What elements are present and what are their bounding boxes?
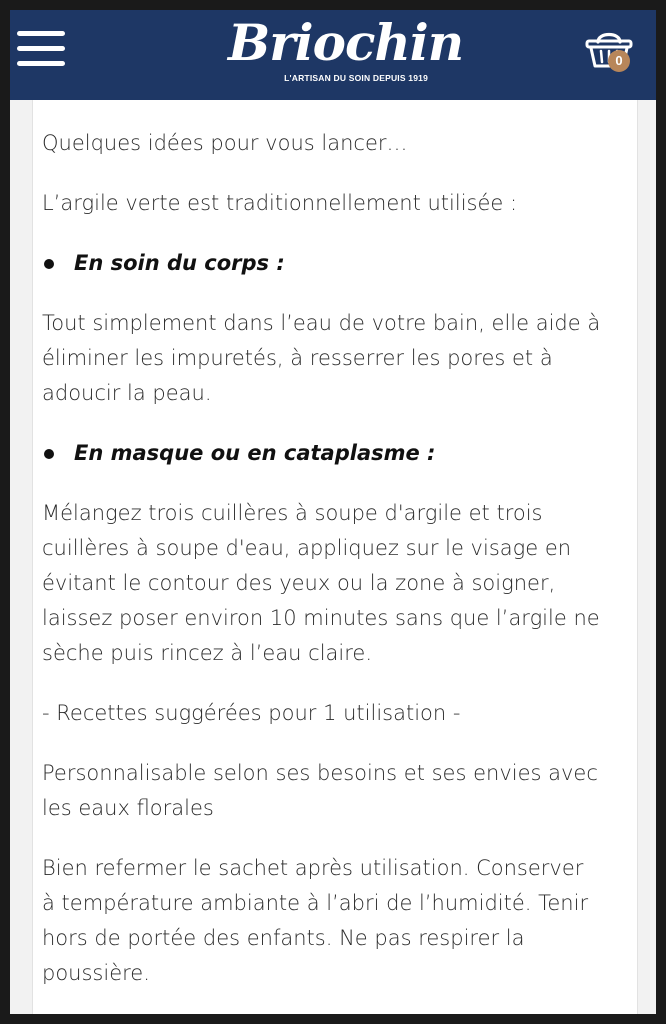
brand-tagline: L'ARTISAN DU SOIN DEPUIS 1919 <box>284 73 428 83</box>
brand-logo[interactable] <box>228 13 464 96</box>
bullet-dot <box>44 259 54 269</box>
section-text-mask: Mélangez trois cuillères à soupe d'argile et trois cuillères à soupe d'eau, appliquez sur le visage en évitant le contour des yeux ou la zone à soigner, laissez poser environ 10 minutes sans que l’argile ne sèche puis rincez à l’eau claire. <box>42 501 600 665</box>
section-heading-label: En masque ou en cataplasme : <box>74 441 436 465</box>
recipes-note: - Recettes suggérées pour 1 utilisation - <box>42 701 461 725</box>
lead-text: L’argile verte est traditionnellement utilisée : <box>42 191 518 215</box>
brand-name: Briochin <box>228 13 464 72</box>
hamburger-menu-icon[interactable] <box>17 31 65 67</box>
cart-count-badge: 0 <box>608 50 630 72</box>
section-heading-mask <box>42 436 602 471</box>
section-text-body: Tout simplement dans l’eau de votre bain, elle aide à éliminer les impuretés, à resserrer les pores et à adoucir la peau. <box>42 311 601 405</box>
bullet-dot <box>44 449 54 459</box>
storage-text: Bien refermer le sachet après utilisation. Conserver à température ambiante à l’abri de l’humidité. Tenir hors de portée des enfants. Ne pas respirer la poussière. <box>42 856 589 985</box>
section-heading-label: En soin du corps : <box>74 251 285 275</box>
section-heading-body <box>42 246 602 281</box>
product-usage-text <box>42 126 602 991</box>
customize-text: Personnalisable selon ses besoins et ses envies avec les eaux florales <box>42 761 598 820</box>
cart-button[interactable] <box>584 28 636 76</box>
site-header <box>10 10 656 100</box>
intro-text: Quelques idées pour vous lancer… <box>42 131 408 155</box>
